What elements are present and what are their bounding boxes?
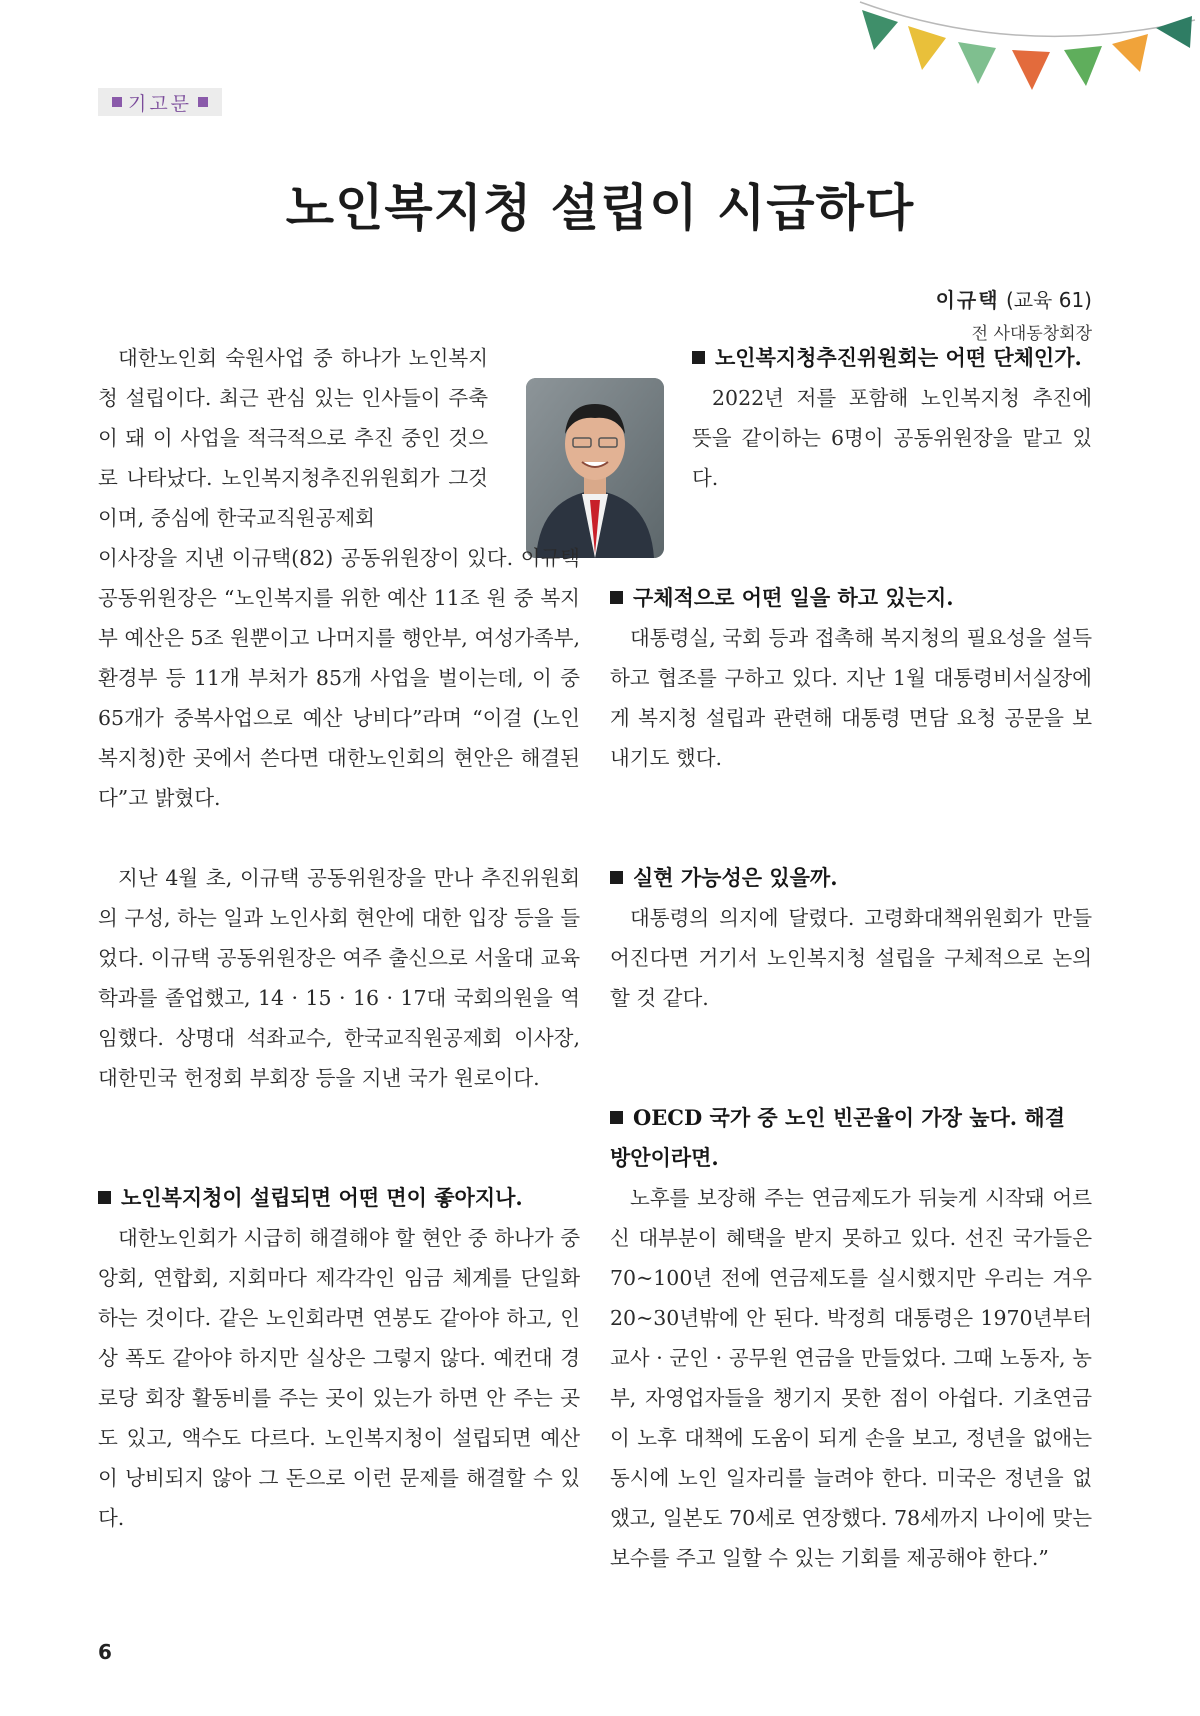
square-bullet-icon — [198, 97, 208, 107]
intro-paragraph-part1: 대한노인회 숙원사업 중 하나가 노인복지청 설립이다. 최근 관심 있는 인사들이 주축이 돼 이 사업을 적극적으로 추진 중인 것으로 나타났다. 노인복지청추진위원회가 그것이며, 중심에 한국교직원공제회 — [98, 346, 488, 530]
answer-activities: 대통령실, 국회 등과 접촉해 복지청의 필요성을 설득하고 협조를 구하고 있다. 지난 1월 대통령비서실장에게 복지청 설립과 관련해 대통령 면담 요청 공문을 보내기도 했다. — [610, 626, 1092, 770]
answer-benefits: 대한노인회가 시급히 해결해야 할 현안 중 하나가 중앙회, 연합회, 지회마다 제각각인 임금 체계를 단일화하는 것이다. 같은 노인회라면 연봉도 같아야 하고, 인상 폭도 같아야 하지만 실상은 그렇지 않다. 예컨대 경로당 회장 활동비를 주는 곳이 있는가 하면 안 주는 곳도 있고, 액수도 다르다. 노인복지청이 설립되면 예산이 낭비되지 않아 그 돈으로 이런 문제를 해결할 수 있다. — [98, 1226, 580, 1530]
author-role: 전 사대동창회장 — [971, 324, 1092, 344]
author-name: 이규택 — [935, 288, 1000, 312]
question-heading-activities: 구체적으로 어떤 일을 하고 있는지. — [610, 578, 1092, 618]
answer-organization: 2022년 저를 포함해 노인복지청 추진에 뜻을 같이하는 6명이 공동위원장을 맡고 있다. — [692, 386, 1092, 490]
square-bullet-icon — [98, 1191, 111, 1204]
square-bullet-icon — [112, 97, 122, 107]
question-heading-poverty: OECD 국가 중 노인 빈곤율이 가장 높다. 해결 방안이라면. — [610, 1105, 1066, 1170]
question-heading-benefits: 노인복지청이 설립되면 어떤 면이 좋아지나. — [98, 1178, 580, 1218]
page-number: 6 — [98, 1640, 112, 1664]
square-bullet-icon — [610, 591, 623, 604]
square-bullet-icon — [692, 351, 705, 364]
bunting-decoration — [850, 0, 1200, 110]
intro-paragraph-part2: 이사장을 지낸 이규택(82) 공동위원장이 있다. 이규택 공동위원장은 “노인복지를 위한 예산 11조 원 중 복지부 예산은 5조 원뿐이고 나머지를 행안부, 여성가족부, 환경부 등 11개 부처가 85개 사업을 벌이는데, 이 중 65개가 중복사업으로 예산 낭비다”라며 “이걸 (노인복지청)한 곳에서 쓴다면 대한노인회의 현안은 해결된다”고 밝혔다. — [98, 546, 580, 810]
article-title: 노인복지청 설립이 시급하다 — [285, 179, 915, 237]
question-heading-feasibility: 실현 가능성은 있을까. — [610, 858, 1092, 898]
author-byline — [936, 284, 1092, 344]
question-heading-organization: 노인복지청추진위원회는 어떤 단체인가. — [610, 338, 1092, 378]
answer-poverty: 노후를 보장해 주는 연금제도가 뒤늦게 시작돼 어르신 대부분이 혜택을 받지 못하고 있다. 선진 국가들은 70~100년 전에 연금제도를 실시했지만 우리는 겨우 20~30년밖에 안 된다. 박정희 대통령은 1970년부터 교사 · 군인 · 공무원 연금을 만들었다. 그때 노동자, 농부, 자영업자들을 챙기지 못한 점이 아쉽다. 기초연금이 노후 대책에 도움이 되게 손을 보고, 정년을 없애는 동시에 노인 일자리를 늘려야 한다. 미국은 정년을 없앴고, 일본도 70세로 연장했다. 78세까지 나이에 맞는 보수를 주고 일할 수 있는 기회를 제공해야 한다.” — [610, 1186, 1092, 1570]
background-paragraph: 지난 4월 초, 이규택 공동위원장을 만나 추진위원회의 구성, 하는 일과 노인사회 현안에 대한 입장 등을 들었다. 이규택 공동위원장은 여주 출신으로 서울대 교육학과를 졸업했고, 14 · 15 · 16 · 17대 국회의원을 역임했다. 상명대 석좌교수, 한국교직원공제회 이사장, 대한민국 헌정회 부회장 등을 지낸 국가 원로이다. — [98, 866, 580, 1090]
left-column — [98, 338, 580, 1538]
right-column — [610, 338, 1092, 1578]
section-tag-label: 기고문 — [127, 92, 193, 115]
section-tag — [98, 88, 222, 116]
answer-feasibility: 대통령의 의지에 달렸다. 고령화대책위원회가 만들어진다면 거기서 노인복지청 설립을 구체적으로 논의할 것 같다. — [610, 906, 1092, 1010]
square-bullet-icon — [610, 871, 623, 884]
author-affiliation: (교육 61) — [1005, 288, 1092, 312]
square-bullet-icon — [610, 1111, 623, 1124]
